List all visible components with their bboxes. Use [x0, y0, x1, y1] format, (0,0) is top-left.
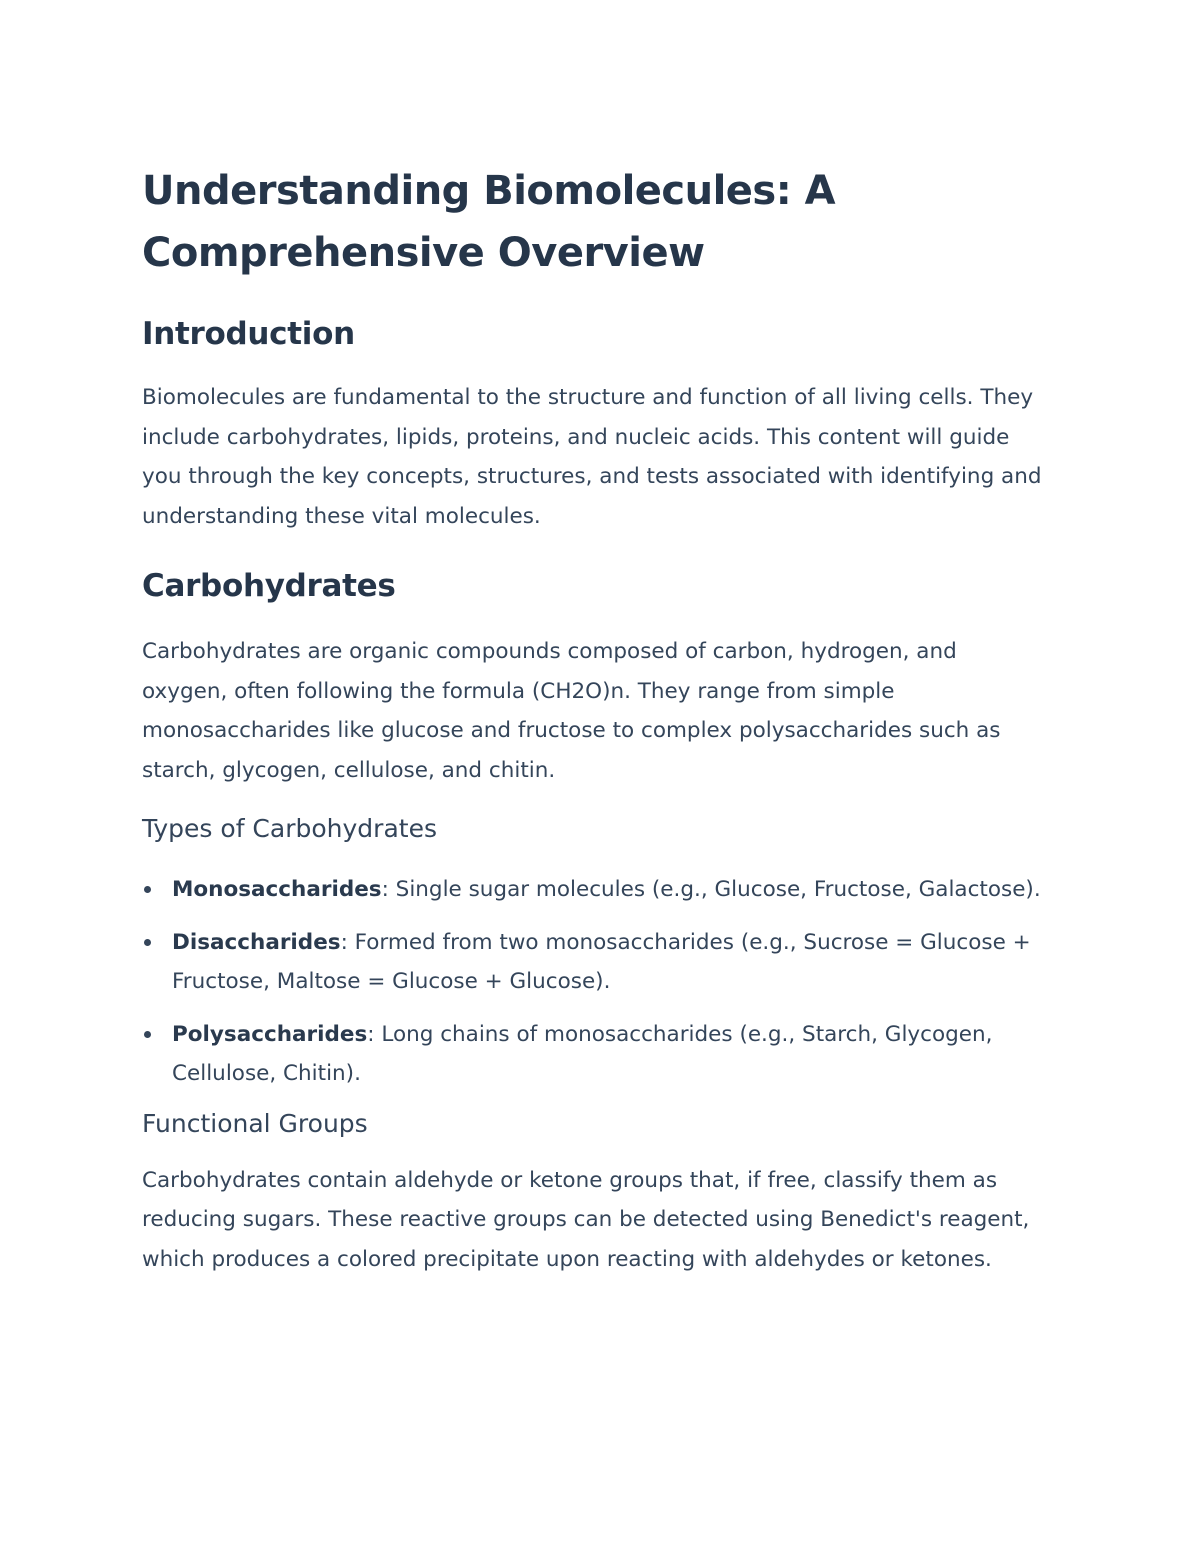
list-item-term: Disaccharides: [172, 929, 341, 955]
carbohydrates-paragraph: Carbohydrates are organic compounds composed of carbon, hydrogen, and oxygen, often following the formula (CH2O)n. They range from simple monosaccharides like glucose and fructose to complex polysaccharides such as starch, glycogen, cellulose, and chitin.: [142, 639, 1001, 783]
introduction-paragraph: Biomolecules are fundamental to the structure and function of all living cells. They include carbohydrates, lipids, proteins, and nucleic acids. This content will guide you through the key concepts, structures, and tests associated with identifying and understanding these vital molecules.: [142, 385, 1042, 529]
bullet-icon: [144, 939, 151, 946]
subheading-functional-groups: Functional Groups: [142, 1108, 368, 1138]
list-item-disaccharides: [142, 923, 1042, 1002]
list-item-term: Polysaccharides: [172, 1021, 368, 1047]
bullet-icon: [144, 1031, 151, 1038]
document-page: [142, 160, 1042, 1279]
list-item-text: : Long chains of monosaccharides (e.g., Starch, Glycogen, Cellulose, Chitin).: [172, 1021, 993, 1086]
bullet-icon: [144, 886, 151, 893]
carbohydrate-types-list: [142, 870, 1042, 1094]
section-heading-introduction: Introduction: [142, 316, 355, 352]
section-heading-carbohydrates: Carbohydrates: [142, 568, 396, 604]
list-item-text: : Formed from two monosaccharides (e.g., Sucrose = Glucose + Fructose, Maltose = Glucose + Glucose).: [172, 929, 1031, 994]
list-item-monosaccharides: [142, 870, 1042, 910]
document-title: Understanding Biomolecules: A Comprehensive Overview: [142, 168, 836, 276]
list-item-text: : Single sugar molecules (e.g., Glucose, Fructose, Galactose).: [381, 877, 1041, 902]
list-item-polysaccharides: [142, 1015, 1042, 1094]
subheading-types-of-carbohydrates: Types of Carbohydrates: [142, 814, 437, 843]
functional-groups-paragraph: Carbohydrates contain aldehyde or ketone groups that, if free, classify them as reducing sugars. These reactive groups can be detected using Benedict's reagent, which produces a colored precipitate upon reacting with aldehydes or ketones.: [142, 1167, 1030, 1272]
list-item-term: Monosaccharides: [172, 877, 382, 902]
